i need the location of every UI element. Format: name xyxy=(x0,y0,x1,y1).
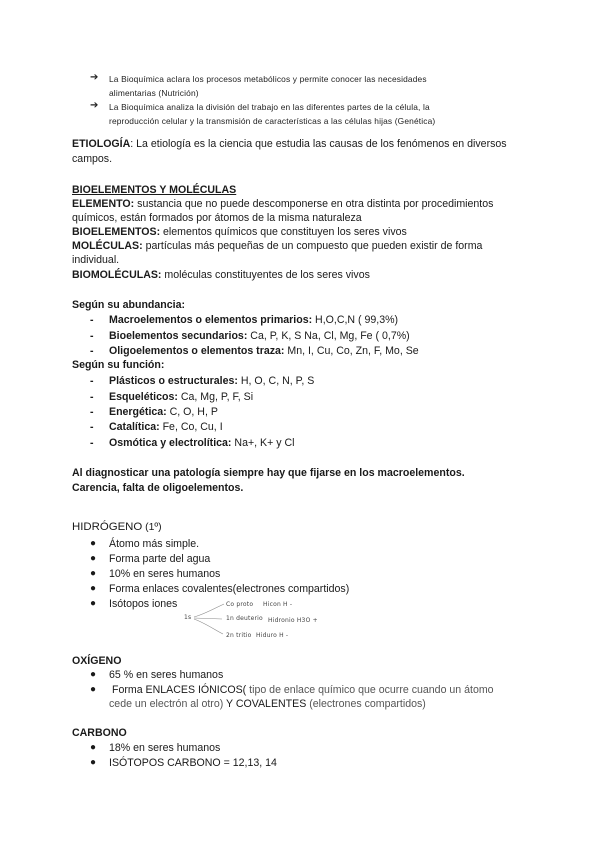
bullet-icon: ● xyxy=(90,757,97,768)
diagram-branch-left: 1n deuterio xyxy=(226,615,263,622)
list-item: Forma parte del agua xyxy=(109,553,211,565)
intro-bullet-line: alimentarias (Nutrición) xyxy=(109,88,199,98)
list-item-lead: Forma ENLACES IÓNICOS( xyxy=(112,684,247,696)
list-item-lead: Y COVALENTES xyxy=(223,698,307,710)
bullet-icon: ● xyxy=(90,553,97,564)
note-line: Carencia, falta de oligoelementos. xyxy=(72,482,244,494)
list-item-value: Ca, Mg, P, F, Si xyxy=(177,391,254,403)
intro-bullet-line: La Bioquímica analiza la división del trabajo en las diferentes partes de la célula, la xyxy=(109,102,430,112)
list-item-label: Bioelementos secundarios: xyxy=(109,330,248,342)
intro-bullet-line: La Bioquímica aclara los procesos metabólicos y permite conocer las necesidades xyxy=(109,74,427,84)
definition-text-cont: químicos, están formados por átomos de la misma naturaleza xyxy=(72,212,362,224)
list-item-label: Energética: xyxy=(109,406,167,418)
section-heading-bioelementos: BIOELEMENTOS Y MOLÉCULAS xyxy=(72,184,237,196)
bullet-icon: ● xyxy=(90,583,97,594)
list-item-explanation: tipo de enlace químico que ocurre cuando un átomo xyxy=(246,684,494,696)
list-item-value: Ca, P, K, S Na, Cl, Mg, Fe ( 0,7%) xyxy=(247,330,410,342)
diagram-branch xyxy=(194,604,224,617)
list-item-label: Plásticos o estructurales: xyxy=(109,375,238,387)
diagram-branch-right: Hiduro H - xyxy=(256,632,289,639)
list-item-value: H,O,C,N ( 99,3%) xyxy=(312,314,399,326)
list-item: 18% en seres humanos xyxy=(109,742,221,754)
list-item: 10% en seres humanos xyxy=(109,568,221,580)
list-item-value: C, O, H, P xyxy=(166,406,218,418)
dash-icon: - xyxy=(90,437,94,449)
heading-subtitle: (1º) xyxy=(142,522,162,533)
dash-icon: - xyxy=(90,406,94,418)
section-heading-carbono: CARBONO xyxy=(72,727,127,739)
list-item xyxy=(112,684,494,696)
list-item-explanation: cede un electrón al otro) xyxy=(109,698,224,710)
list-item-label: Osmótica y electrolítica: xyxy=(109,437,232,449)
diagram-branch-right: Hidronio H3O + xyxy=(268,617,318,624)
list-item-value: Fe, Co, Cu, I xyxy=(159,421,223,433)
definition-text: partículas más pequeñas de un compuesto que pueden existir de forma xyxy=(142,240,483,252)
list-item-value: H, O, C, N, P, S xyxy=(237,375,315,387)
list-item: Forma enlaces covalentes(electrones compartidos) xyxy=(109,583,350,595)
dash-icon: - xyxy=(90,391,94,403)
list-item-label: Oligoelementos o elementos traza: xyxy=(109,345,285,357)
bullet-icon: ● xyxy=(90,669,97,680)
bullet-icon: ● xyxy=(90,742,97,753)
bullet-icon: ● xyxy=(90,598,97,609)
etiologia-term: ETIOLOGÍA xyxy=(72,138,131,150)
arrow-icon: ➔ xyxy=(90,100,99,111)
intro-bullet-line: reproducción celular y la transmisión de características a las células hijas (Genética) xyxy=(109,116,436,126)
definition-text: moléculas constituyentes de los seres vivos xyxy=(161,269,370,281)
list-item: Isótopos iones xyxy=(109,598,178,610)
list-item: Átomo más simple. xyxy=(109,538,200,550)
bullet-icon: ● xyxy=(90,684,97,695)
diagram-branch-right: Hicon H - xyxy=(263,601,293,608)
section-heading-oxigeno: OXÍGENO xyxy=(72,655,122,667)
list-item-label: Esqueléticos: xyxy=(109,391,178,403)
definition-term: ELEMENTO: xyxy=(72,198,135,210)
definition-text: sustancia que no puede descomponerse en otra distinta por procedimientos xyxy=(134,198,494,210)
diagram-branch xyxy=(194,618,222,619)
list-item-value: Mn, I, Cu, Co, Zn, F, Mo, Se xyxy=(284,345,419,357)
list-item: ISÓTOPOS CARBONO = 12,13, 14 xyxy=(109,757,277,769)
list-item-cont xyxy=(109,698,426,710)
definition-text-cont: individual. xyxy=(72,254,120,266)
definition-term: BIOELEMENTOS: xyxy=(72,226,161,238)
definition-term: BIOMOLÉCULAS: xyxy=(72,269,162,281)
subheading-abundancia: Según su abundancia: xyxy=(72,299,186,311)
list-item: 65 % en seres humanos xyxy=(109,669,224,681)
dash-icon: - xyxy=(90,345,94,357)
diagram-branch-left: 2n tritio xyxy=(226,632,252,639)
dash-icon: - xyxy=(90,330,94,342)
dash-icon: - xyxy=(90,421,94,433)
etiologia-text-cont: campos. xyxy=(72,153,113,165)
list-item-label: Catalítica: xyxy=(109,421,160,433)
heading-text: HIDRÓGENO xyxy=(72,521,143,533)
note-line: Al diagnosticar una patología siempre hay que fijarse en los macroelementos. xyxy=(72,467,465,479)
bullet-icon: ● xyxy=(90,568,97,579)
bullet-icon: ● xyxy=(90,538,97,549)
etiologia-text: : La etiología es la ciencia que estudia las causas de los fenómenos en diversos xyxy=(130,138,507,150)
list-item-explanation: (electrones compartidos) xyxy=(306,698,426,710)
diagram-root: 1s xyxy=(184,614,192,621)
subheading-funcion: Según su función: xyxy=(72,359,165,371)
arrow-icon: ➔ xyxy=(90,72,99,83)
diagram-branch-left: Co proto xyxy=(226,601,254,608)
dash-icon: - xyxy=(90,314,94,326)
dash-icon: - xyxy=(90,375,94,387)
diagram-branch xyxy=(194,619,223,634)
definition-text: elementos químicos que constituyen los seres vivos xyxy=(160,226,407,238)
definition-term: MOLÉCULAS: xyxy=(72,240,143,252)
list-item-label: Macroelementos o elementos primarios: xyxy=(109,314,313,326)
list-item-value: Na+, K+ y Cl xyxy=(231,437,295,449)
